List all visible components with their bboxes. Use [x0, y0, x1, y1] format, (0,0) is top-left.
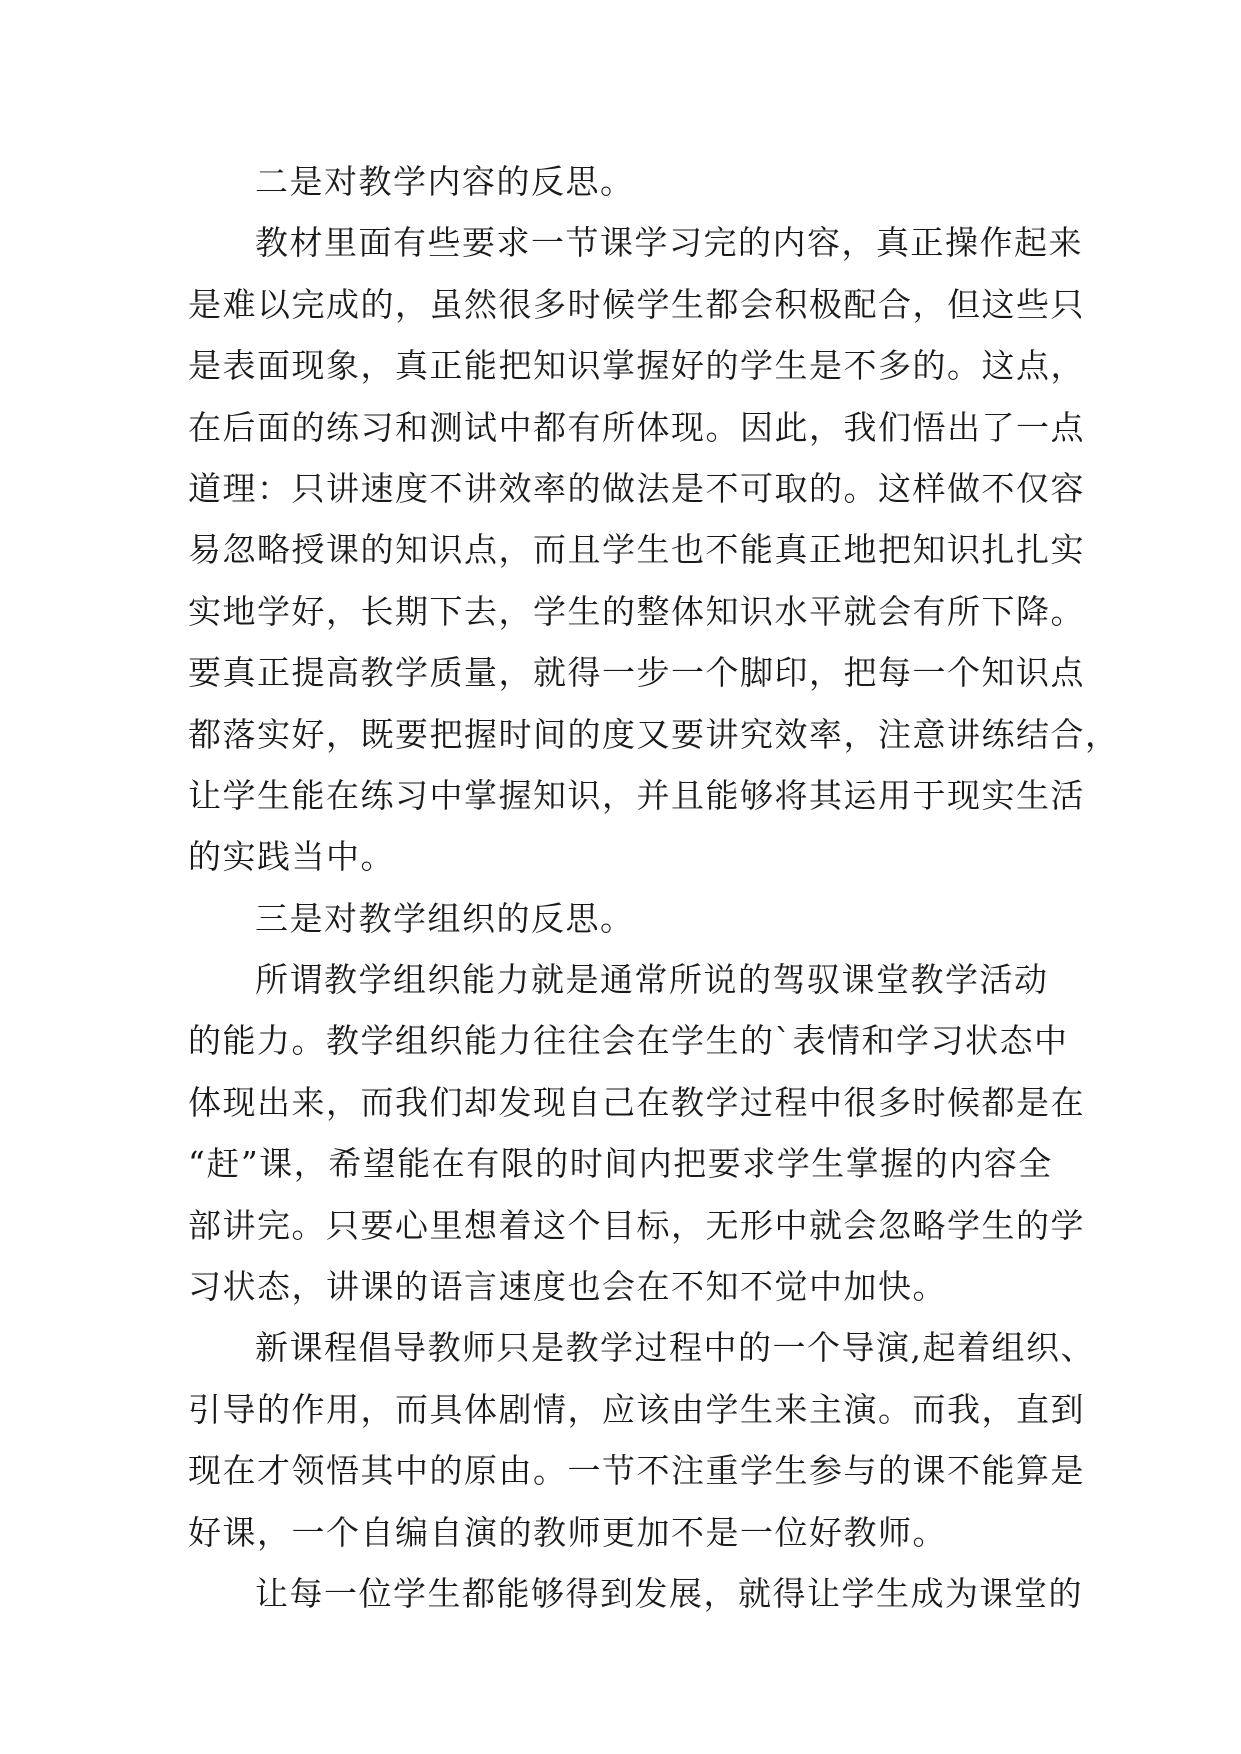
text-line: “赶”课，希望能在有限的时间内把要求学生掌握的内容全: [188, 1144, 1053, 1184]
text-line: 让每一位学生都能够得到发展，就得让学生成为课堂的: [255, 1573, 1083, 1613]
text-line: 道理：只讲速度不讲效率的做法是不可取的。这样做不仅容: [188, 468, 1085, 508]
text-line: 实地学好，长期下去，学生的整体知识水平就会有所下降。: [188, 591, 1085, 631]
text-line: 易忽略授课的知识点，而且学生也不能真正地把知识扎扎实: [188, 530, 1085, 570]
text-line: 是表面现象，真正能把知识掌握好的学生是不多的。这点，: [188, 346, 1085, 386]
text-line: 教材里面有些要求一节课学习完的内容，真正操作起来: [255, 223, 1083, 263]
text-line: 习状态，讲课的语言速度也会在不知不觉中加快。: [188, 1267, 947, 1307]
text-line: 都落实好，既要把握时间的度又要讲究效率，注意讲练结合，: [188, 714, 1120, 754]
text-line: 三是对教学组织的反思。: [255, 898, 635, 938]
text-line: 要真正提高教学质量，就得一步一个脚印，把每一个知识点: [188, 653, 1085, 693]
text-line: 二是对教学内容的反思。: [255, 162, 635, 201]
text-line: 所谓教学组织能力就是通常所说的驾驭课堂教学活动: [255, 960, 1049, 1000]
text-line: 引导的作用，而具体剧情，应该由学生来主演。而我，直到: [188, 1389, 1085, 1429]
text-line: 是难以完成的，虽然很多时候学生都会积极配合，但这些只: [188, 284, 1085, 324]
text-line: 部讲完。只要心里想着这个目标，无形中就会忽略学生的学: [188, 1205, 1085, 1245]
body-text: [188, 151, 1120, 1624]
text-line: 让学生能在练习中掌握知识，并且能够将其运用于现实生活: [188, 775, 1085, 815]
text-line: 的能力。教学组织能力往往会在学生的`表情和学习状态中: [188, 1021, 1069, 1061]
text-line: 体现出来，而我们却发现自己在教学过程中很多时候都是在: [188, 1082, 1085, 1122]
text-line: 现在才领悟其中的原由。一节不注重学生参与的课不能算是: [188, 1451, 1085, 1491]
text-line: 好课，一个自编自演的教师更加不是一位好教师。: [188, 1512, 947, 1552]
text-line: 在后面的练习和测试中都有所体现。因此，我们悟出了一点: [188, 407, 1085, 447]
text-line: 的实践当中。: [188, 837, 395, 877]
text-line: 新课程倡导教师只是教学过程中的一个导演,起着组织、: [255, 1328, 1095, 1368]
